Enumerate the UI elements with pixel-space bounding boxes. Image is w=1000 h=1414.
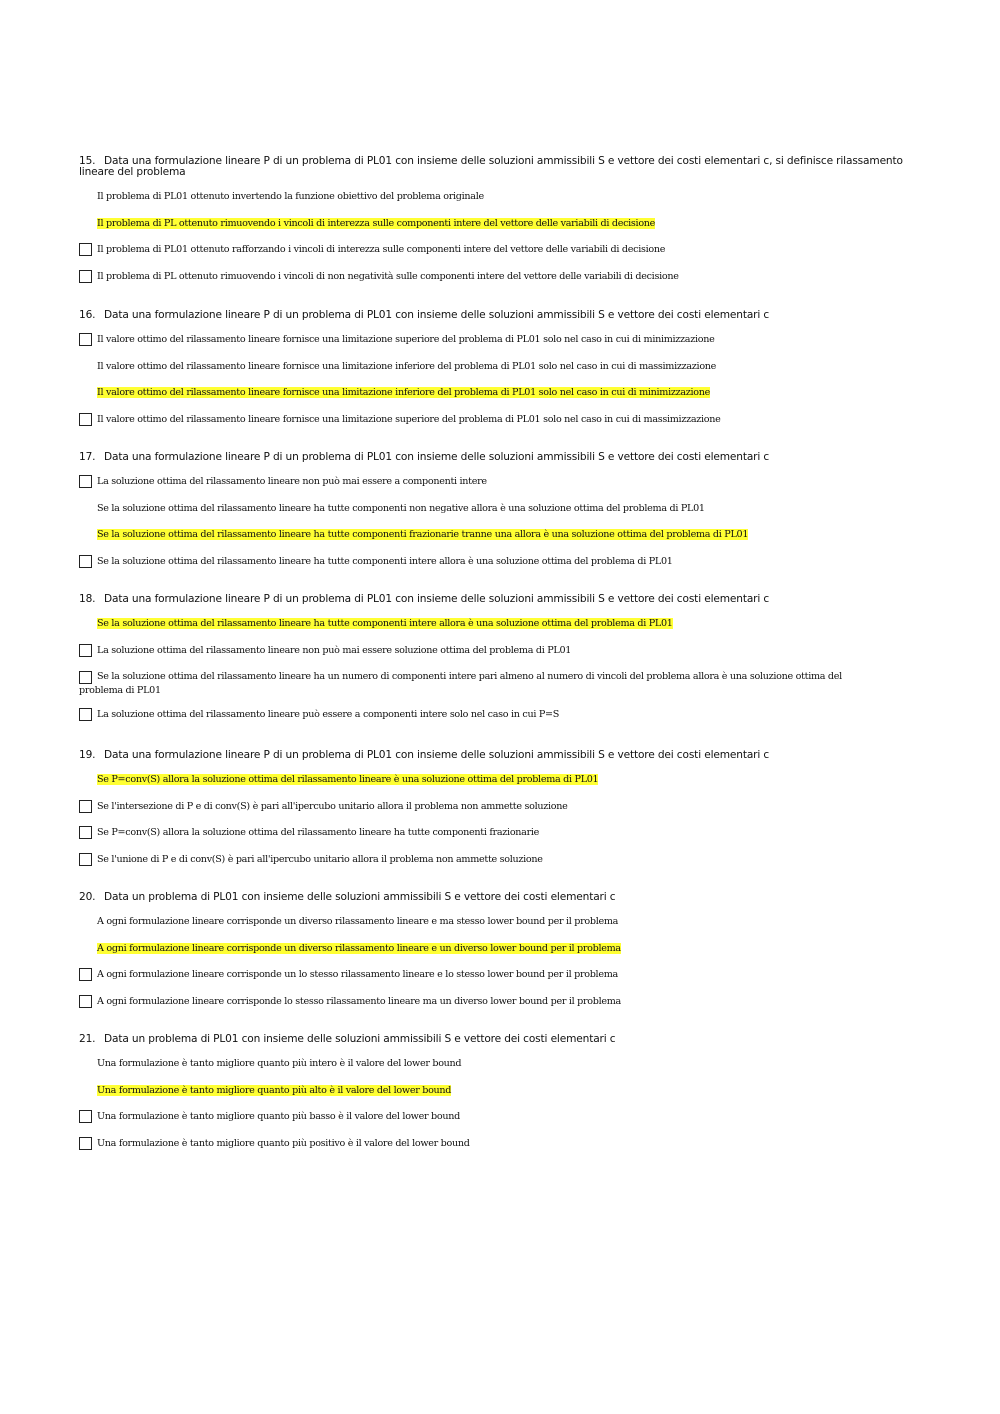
question-text: Data un problema di PL01 con insieme delle soluzioni ammissibili S e vettore dei costi elementari c <box>104 891 616 903</box>
answer-option[interactable] <box>79 708 909 722</box>
answer-option[interactable] <box>79 644 909 658</box>
answer-checkbox[interactable] <box>79 644 92 657</box>
answer-option-correct[interactable] <box>79 942 909 956</box>
answer-checkbox[interactable] <box>79 968 92 981</box>
answer-option[interactable] <box>79 670 879 698</box>
question-16 <box>79 310 909 439</box>
answer-text: Se la soluzione ottima del rilassamento lineare ha un numero di componenti intere pari almeno al numero di vincoli del problema allora è una soluzione ottima del problema di PL01 <box>79 671 842 697</box>
answer-text-highlighted: Il valore ottimo del rilassamento lineare fornisce una limitazione inferiore del problema di PL01 solo nel caso in cui di minimizzazione <box>97 387 711 399</box>
question-number: 19. <box>79 749 96 761</box>
question-title <box>79 452 909 463</box>
question-title <box>79 310 909 321</box>
answer-text: A ogni formulazione lineare corrisponde un lo stesso rilassamento lineare e lo stesso lower bound per il problema <box>97 969 618 981</box>
answer-text: La soluzione ottima del rilassamento lineare può essere a componenti intere solo nel caso in cui P=S <box>97 709 560 721</box>
answer-option[interactable] <box>79 360 909 374</box>
question-17 <box>79 452 909 581</box>
answer-option-correct[interactable] <box>79 773 909 787</box>
answer-text: Se l'unione di P e di conv(S) è pari all'ipercubo unitario allora il problema non ammette soluzione <box>97 853 543 865</box>
answer-checkbox[interactable] <box>79 1137 92 1150</box>
question-title <box>79 750 909 761</box>
question-text: Data una formulazione lineare P di un problema di PL01 con insieme delle soluzioni ammissibili S e vettore dei costi elementari c <box>104 593 770 605</box>
answer-text: Se la soluzione ottima del rilassamento lineare ha tutte componenti intere allora è una soluzione ottima del problema di PL01 <box>97 555 673 567</box>
answer-option[interactable] <box>79 243 909 257</box>
answer-option-correct[interactable] <box>79 1084 909 1098</box>
answer-option-correct[interactable] <box>79 528 909 542</box>
answer-option[interactable] <box>79 826 909 840</box>
answer-checkbox[interactable] <box>79 413 92 426</box>
question-title <box>79 156 909 178</box>
answer-option[interactable] <box>79 475 909 489</box>
answer-text: La soluzione ottima del rilassamento lineare non può mai essere soluzione ottima del problema di PL01 <box>97 644 572 656</box>
answer-text-highlighted: Se la soluzione ottima del rilassamento lineare ha tutte componenti intere allora è una soluzione ottima del problema di PL01 <box>97 618 673 629</box>
question-18 <box>79 594 909 735</box>
question-19 <box>79 750 909 879</box>
answer-option[interactable] <box>79 190 909 204</box>
answer-text: Se l'intersezione di P e di conv(S) è pari all'ipercubo unitario allora il problema non ammette soluzione <box>97 800 568 812</box>
answer-checkbox[interactable] <box>79 475 92 488</box>
question-number: 15. <box>79 155 96 167</box>
question-21 <box>79 1034 909 1163</box>
answer-checkbox[interactable] <box>79 671 92 684</box>
answer-option[interactable] <box>79 502 909 516</box>
question-title <box>79 1034 909 1045</box>
answer-option[interactable] <box>79 1137 909 1151</box>
answer-option[interactable] <box>79 800 909 814</box>
answer-option[interactable] <box>79 915 909 929</box>
answer-checkbox[interactable] <box>79 243 92 256</box>
answer-option[interactable] <box>79 1057 909 1071</box>
answer-text: Il valore ottimo del rilassamento lineare fornisce una limitazione superiore del problema di PL01 solo nel caso in cui di massimizzazione <box>97 413 721 425</box>
answer-option-correct[interactable] <box>79 386 909 400</box>
answer-checkbox[interactable] <box>79 800 92 813</box>
answer-text: Se P=conv(S) allora la soluzione ottima del rilassamento lineare ha tutte componenti frazionarie <box>97 827 540 839</box>
question-title <box>79 892 909 903</box>
answer-text: Il problema di PL01 ottenuto invertendo la funzione obiettivo del problema originale <box>97 191 484 202</box>
answer-option[interactable] <box>79 270 909 284</box>
question-number: 17. <box>79 451 96 463</box>
question-20 <box>79 892 909 1021</box>
question-number: 21. <box>79 1033 96 1045</box>
question-15 <box>79 156 909 296</box>
answer-text: Una formulazione è tanto migliore quanto più positivo è il valore del lower bound <box>97 1137 470 1149</box>
answer-option[interactable] <box>79 1110 909 1124</box>
question-text: Data una formulazione lineare P di un problema di PL01 con insieme delle soluzioni ammissibili S e vettore dei costi elementari c <box>104 309 770 321</box>
answer-checkbox[interactable] <box>79 555 92 568</box>
answer-text: Una formulazione è tanto migliore quanto più intero è il valore del lower bound <box>97 1058 462 1069</box>
answer-checkbox[interactable] <box>79 1110 92 1123</box>
answer-text-highlighted: Se la soluzione ottima del rilassamento lineare ha tutte componenti frazionarie tranne una allora è una soluzione ottima del problema di PL01 <box>97 529 749 541</box>
answer-text: A ogni formulazione lineare corrisponde un diverso rilassamento lineare e ma stesso lower bound per il problema <box>97 916 619 927</box>
answer-option-correct[interactable] <box>79 617 909 631</box>
answer-text: La soluzione ottima del rilassamento lineare non può mai essere a componenti intere <box>97 476 487 487</box>
answer-checkbox[interactable] <box>79 270 92 283</box>
answer-text-highlighted: Una formulazione è tanto migliore quanto più alto è il valore del lower bound <box>97 1084 452 1096</box>
question-text: Data una formulazione lineare P di un problema di PL01 con insieme delle soluzioni ammissibili S e vettore dei costi elementari c <box>104 749 770 761</box>
answer-checkbox[interactable] <box>79 826 92 839</box>
answer-text: Una formulazione è tanto migliore quanto più basso è il valore del lower bound <box>97 1111 460 1123</box>
question-number: 16. <box>79 309 96 321</box>
answer-option[interactable] <box>79 853 909 867</box>
question-number: 20. <box>79 891 96 903</box>
answer-option-correct[interactable] <box>79 217 909 231</box>
answer-checkbox[interactable] <box>79 333 92 346</box>
answer-text-highlighted: Se P=conv(S) allora la soluzione ottima del rilassamento lineare è una soluzione ottima del problema di PL01 <box>97 774 599 785</box>
answer-text: Il problema di PL01 ottenuto rafforzando i vincoli di interezza sulle componenti intere del vettore delle variabili di decisione <box>97 244 666 256</box>
answer-option[interactable] <box>79 413 909 427</box>
question-text: Data una formulazione lineare P di un problema di PL01 con insieme delle soluzioni ammissibili S e vettore dei costi elementari c <box>104 451 770 463</box>
answer-text-highlighted: A ogni formulazione lineare corrisponde un diverso rilassamento lineare e un diverso lower bound per il problema <box>97 942 621 954</box>
answer-text-highlighted: Il problema di PL ottenuto rimuovendo i vincoli di interezza sulle componenti intere del vettore delle variabili di decisione <box>97 217 656 229</box>
question-number: 18. <box>79 593 96 605</box>
answer-text: Il valore ottimo del rilassamento lineare fornisce una limitazione inferiore del problema di PL01 solo nel caso in cui di massimizzazione <box>97 360 717 372</box>
question-text: Data un problema di PL01 con insieme delle soluzioni ammissibili S e vettore dei costi elementari c <box>104 1033 616 1045</box>
answer-option[interactable] <box>79 555 909 569</box>
question-title <box>79 594 909 605</box>
answer-checkbox[interactable] <box>79 995 92 1008</box>
answer-option[interactable] <box>79 333 909 347</box>
answer-checkbox[interactable] <box>79 708 92 721</box>
answer-text: A ogni formulazione lineare corrisponde lo stesso rilassamento lineare ma un diverso lower bound per il problema <box>97 995 621 1007</box>
answer-option[interactable] <box>79 968 909 982</box>
answer-text: Il problema di PL ottenuto rimuovendo i vincoli di non negatività sulle componenti intere del vettore delle variabili di decisione <box>97 270 679 282</box>
answer-text: Il valore ottimo del rilassamento lineare fornisce una limitazione superiore del problema di PL01 solo nel caso in cui di minimizzazione <box>97 334 715 345</box>
answer-option[interactable] <box>79 995 909 1009</box>
answer-checkbox[interactable] <box>79 853 92 866</box>
question-text: Data una formulazione lineare P di un problema di PL01 con insieme delle soluzioni ammissibili S e vettore dei costi elementari c, si definisce rilassamento lineare del problema <box>79 155 903 178</box>
answer-text: Se la soluzione ottima del rilassamento lineare ha tutte componenti non negative allora è una soluzione ottima del problema di PL01 <box>97 502 705 514</box>
